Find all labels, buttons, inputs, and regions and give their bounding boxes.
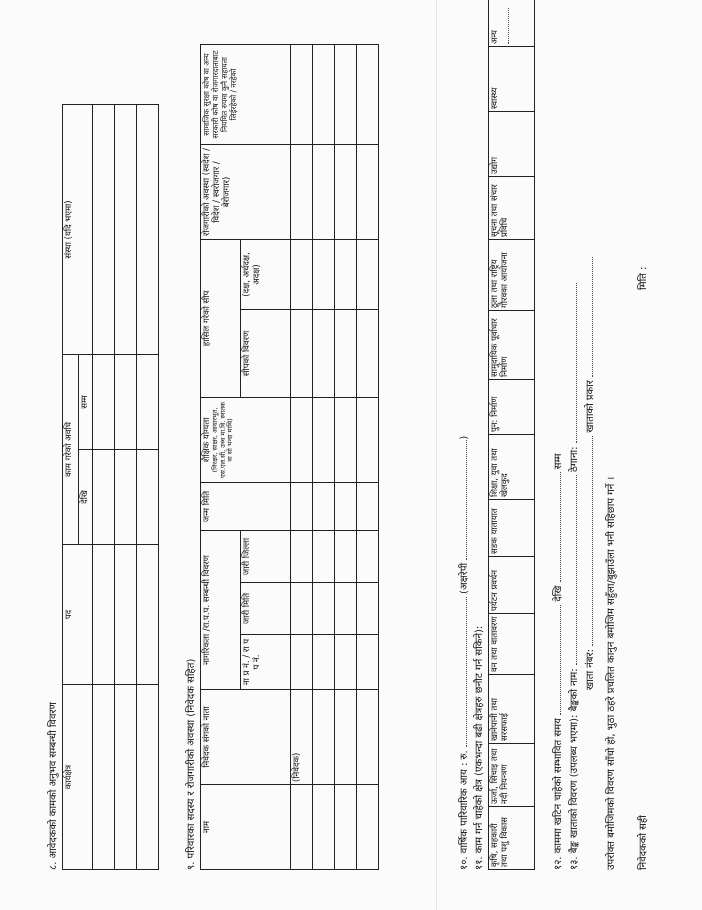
table-row bbox=[313, 44, 335, 869]
time-to-field[interactable] bbox=[552, 472, 561, 582]
col-name: नाम bbox=[201, 785, 291, 870]
bank-name-field[interactable] bbox=[568, 475, 577, 665]
area-option[interactable]: पुन: निर्माण bbox=[489, 380, 535, 435]
account-type-label: खाताको प्रकार bbox=[585, 380, 596, 433]
area-option[interactable]: सूचना तथा संचार प्रविधि bbox=[489, 177, 535, 240]
area-option[interactable]: शिक्षा, युवा तथा खेलकुद bbox=[489, 435, 535, 500]
col-social-security: सामाजिक सुरक्षा कोष वा अन्य सरकारी कोष वा रोजगारदाताबाट नियमित रुपमा कुनै सहायता लिईरहेको / नरहेको bbox=[201, 44, 291, 144]
col-organization: संस्था (यदि भएमा) bbox=[63, 104, 93, 354]
area-other-label: अन्य bbox=[490, 30, 500, 44]
col-citizenship: नागरिकता /रा.प.प. सम्बन्धी विवरण bbox=[201, 531, 241, 690]
col-period: काम गरेको अवधि bbox=[63, 354, 79, 544]
col-to: सम्म bbox=[79, 354, 93, 449]
time-from-field[interactable] bbox=[552, 605, 561, 715]
section-11-title: ११. काम गर्न चाहेको क्षेत्र (एकभन्दा बढी क्षेत्रहरु छनौट गर्न सकिने): bbox=[474, 625, 485, 870]
section-12 bbox=[552, 453, 565, 870]
bank-address-label: ठेगाना: bbox=[569, 446, 580, 473]
income-in-words-label: (अक्षरेपी bbox=[459, 562, 470, 594]
bank-details-label: १३. बैङ्क खाताको विवरण (उपलब्ध भएमा): bbox=[569, 714, 580, 870]
col-education bbox=[201, 398, 291, 483]
col-issue-district: जारी जिल्ला bbox=[241, 531, 291, 583]
work-experience-table bbox=[62, 104, 159, 870]
income-field[interactable] bbox=[458, 597, 467, 747]
table-row bbox=[137, 104, 159, 869]
col-skill-detail: सीपको विवरण bbox=[241, 310, 291, 398]
bank-address-field[interactable] bbox=[568, 283, 577, 443]
area-option-other[interactable] bbox=[489, 0, 535, 47]
area-option[interactable]: कृषि, सहकारी तथा पशु विकास bbox=[489, 807, 535, 870]
col-relation: निवेदक संगको नाता bbox=[201, 690, 291, 785]
area-option[interactable]: पर्यटन प्रवर्धन bbox=[489, 557, 535, 614]
table-row bbox=[335, 44, 357, 869]
signature-label: निवेदकको सही bbox=[638, 815, 649, 870]
area-option[interactable]: ठूला तथा राष्ट्रिय गौरवका आयोजना bbox=[489, 240, 535, 311]
declaration: उपरोक्त बमोजिमको विवरण साँचो हो, भुठा ठहरे प्रचलित कानुन बमोजिम सहुँला/बुझाउँला भनी सहिछाप गर्ने । bbox=[606, 476, 617, 870]
section-13 bbox=[568, 283, 581, 870]
table-row bbox=[93, 104, 115, 869]
col-office: कार्यक्षेत्र bbox=[63, 685, 93, 870]
area-option[interactable]: सामुदायिक पूर्वाधार निर्माण bbox=[489, 311, 535, 380]
applicant-row-label: (निवेदक) bbox=[291, 690, 313, 785]
time-from-label: देखि bbox=[553, 585, 564, 602]
income-words-field[interactable] bbox=[458, 440, 467, 560]
col-post: पद bbox=[63, 545, 93, 685]
table-row bbox=[357, 44, 379, 869]
time-to-label: सम्म bbox=[553, 453, 564, 470]
col-citizenship-no: ना प्र नं. / रा प प नं. bbox=[241, 635, 291, 690]
table-row bbox=[115, 104, 137, 869]
section-13-line-2 bbox=[584, 257, 597, 690]
available-time-label: १२. काममा खटिन चाहेको सम्भावित समय bbox=[553, 718, 564, 870]
account-no-label: खाता नंबर: bbox=[585, 649, 596, 690]
section-9-title: ९. परिवारका सदस्य र रोजगारीको अवस्था (निवेदक सहित) bbox=[186, 658, 197, 870]
account-no-field[interactable] bbox=[584, 436, 593, 646]
date-label: मिति : bbox=[638, 266, 649, 290]
area-option[interactable]: ऊर्जा, सिंचाइ तथा नदी नियन्त्रण bbox=[489, 744, 535, 807]
col-dob: जन्म मिति bbox=[201, 483, 291, 531]
col-skill: हासिल गरेको सीप bbox=[201, 239, 241, 397]
family-members-table bbox=[200, 44, 379, 870]
area-option[interactable]: वन तथा वातावरण bbox=[489, 614, 535, 675]
section-8-title: ८. आवेदकको कामको अनुभव सम्बन्धी विवरण bbox=[48, 702, 59, 870]
section-10: १०. वार्षिक पारिवारिक आय : रु. (अक्षरेपी ) bbox=[459, 435, 470, 870]
area-other-field[interactable] bbox=[500, 8, 509, 44]
area-option[interactable]: खानेपानी तथा सरसफाई bbox=[489, 675, 535, 744]
area-option[interactable]: उद्योग bbox=[489, 112, 535, 177]
col-employment: रोजगारीको अवस्था (स्वदेश / विदेश / स्वरोजगार / बेरोजगार) bbox=[201, 144, 291, 239]
rotated-form bbox=[40, 30, 680, 880]
col-skill-level: (दक्ष, अर्धदक्ष, अदक्ष) bbox=[241, 239, 291, 309]
account-type-field[interactable] bbox=[584, 257, 593, 377]
area-option[interactable]: स्वास्थ्य bbox=[489, 47, 535, 112]
col-from: देखि bbox=[79, 450, 93, 545]
col-education-note: (निरक्षर, साक्षर, आधारभूत, एस.एल.सी, उच्च मा.वि. स्नातक वा सो भन्दा माथि) bbox=[211, 401, 234, 479]
annual-income-label: १०. वार्षिक पारिवारिक आय : रु. bbox=[459, 750, 470, 870]
work-areas-table bbox=[488, 0, 535, 870]
bank-name-label: बैङ्कको नाम: bbox=[569, 668, 580, 712]
col-education-label: शैक्षिक योग्यता bbox=[202, 417, 212, 463]
table-row bbox=[291, 44, 313, 869]
col-issue-date: जारी मिति bbox=[241, 583, 291, 635]
area-option[interactable]: सडक यातायात bbox=[489, 500, 535, 557]
